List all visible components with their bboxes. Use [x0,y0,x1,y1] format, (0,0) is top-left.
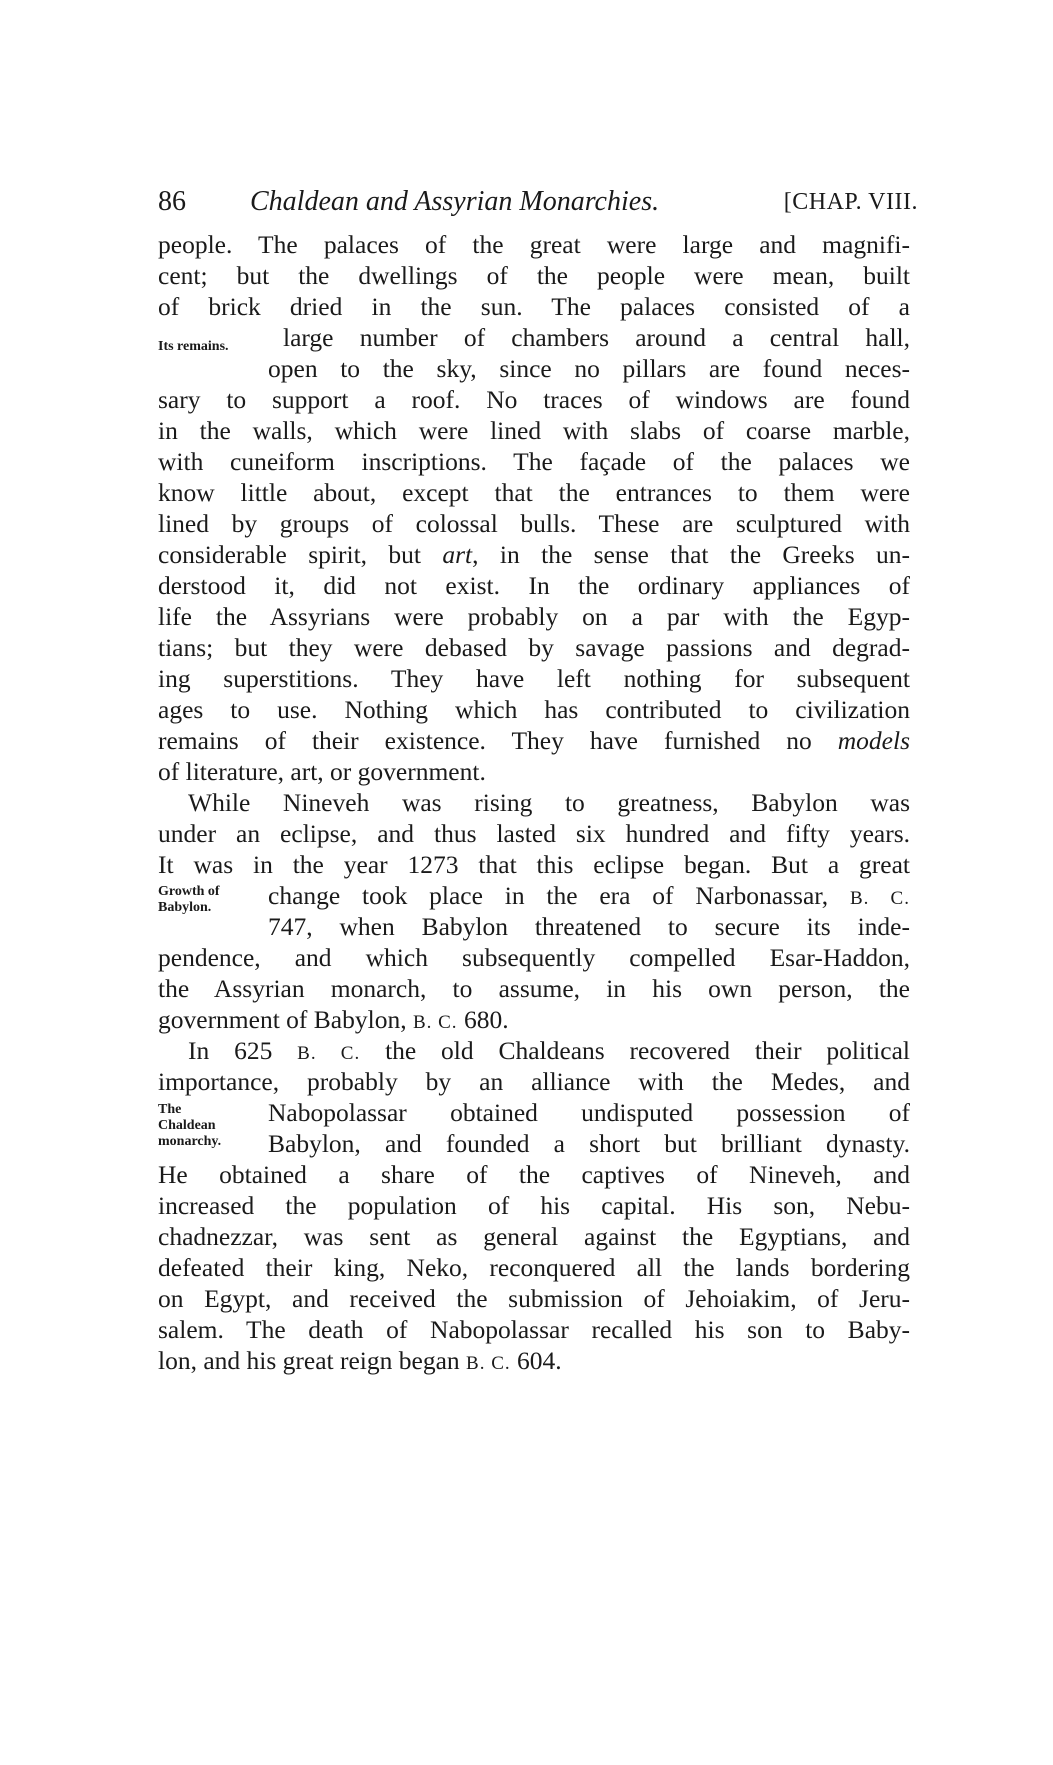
text-line: While Nineveh was rising to greatness, Babylon was [188,788,910,817]
text-line: with cuneiform inscriptions. The façade of the palaces we [158,447,910,476]
text-line: It was in the year 1273 that this eclipse began. But a great [158,850,910,879]
margin-note-babylon: Babylon. [158,900,212,915]
text-line: Nabopolassar obtained undisputed possession of [268,1098,910,1127]
text-line: of brick dried in the sun. The palaces consisted of a [158,292,910,321]
text-line: of literature, art, or government. [158,757,486,786]
text-line: In 625 B. C. the old Chaldeans recovered their political [188,1036,910,1065]
text-line: the Assyrian monarch, to assume, in his own person, the [158,974,910,1003]
text-line: change took place in the era of Narbonassar, B. C. [268,881,910,910]
text-line: under an eclipse, and thus lasted six hundred and fifty years. [158,819,910,848]
italic-word: models [837,726,910,755]
margin-note-the: The [158,1102,182,1117]
text-line: importance, probably by an alliance with the Medes, and [158,1067,910,1096]
text-line: know little about, except that the entrances to them were [158,478,910,507]
margin-note-chaldean: Chaldean [158,1118,216,1133]
text-line: Babylon, and founded a short but brilliant dynasty. [268,1129,910,1158]
text-line: lined by groups of colossal bulls. These are sculptured with [158,509,910,538]
margin-note-its-remains: Its remains. [158,339,229,354]
text-line: He obtained a share of the captives of Nineveh, and [158,1160,910,1189]
margin-note-growth: Growth of [158,884,220,899]
page-number: 86 [158,186,186,217]
text-line: remains of their existence. They have furnished no models [158,726,910,755]
text-line: salem. The death of Nabopolassar recalled his son to Baby- [158,1315,910,1344]
text-line: tians; but they were debased by savage passions and degrad- [158,633,910,662]
text-line: government of Babylon, B. C. 680. [158,1005,509,1034]
text-line: 747, when Babylon threatened to secure its inde- [268,912,910,941]
text-line: sary to support a roof. No traces of windows are found [158,385,910,414]
running-header [158,180,918,224]
running-title: Chaldean and Assyrian Monarchies. [250,186,660,217]
text-line: life the Assyrians were probably on a par with the Egyp- [158,602,910,631]
text-line: derstood it, did not exist. In the ordinary appliances of [158,571,910,600]
text-line: on Egypt, and received the submission of Jehoiakim, of Jeru- [158,1284,910,1313]
text-line: lon, and his great reign began B. C. 604. [158,1346,562,1375]
text-line: open to the sky, since no pillars are found neces- [268,354,910,383]
text-line: people. The palaces of the great were large and magnifi- [158,230,910,259]
text-line: pendence, and which subsequently compelled Esar-Haddon, [158,943,910,972]
text-line: in the walls, which were lined with slabs of coarse marble, [158,416,910,445]
chapter-label: [CHAP. VIII. [783,189,918,215]
text-line: chadnezzar, was sent as general against the Egyptians, and [158,1222,910,1251]
text-line: ing superstitions. They have left nothing for subsequent [158,664,910,693]
text-line: defeated their king, Neko, reconquered all the lands bordering [158,1253,910,1282]
italic-word: art [442,540,473,569]
text-line: ages to use. Nothing which has contributed to civilization [158,695,910,724]
text-line: large number of chambers around a central hall, [283,323,910,352]
text-line: considerable spirit, but art, in the sense that the Greeks un- [158,540,910,569]
text-line: increased the population of his capital. His son, Nebu- [158,1191,910,1220]
margin-note-monarchy: monarchy. [158,1134,222,1149]
text-line: cent; but the dwellings of the people were mean, built [158,261,910,290]
